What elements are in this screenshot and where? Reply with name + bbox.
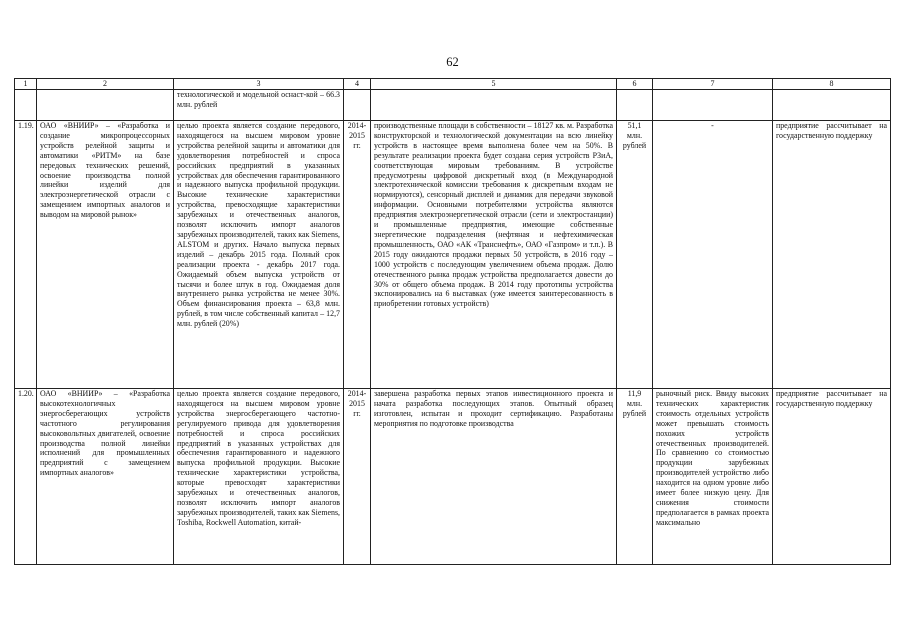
risks-cell: рыночный риск. Ввиду высоких технических характеристик стоимость отдельных устройств может превышать стоимость похожих устройств отечественных производителей. По сравнению со стоимостью продукции зарубежных производителей устройство либо находится на одном уровне либо имеет более низкую цену. Для снижения стоимости предполагается в рамках проекта максимально — [653, 389, 773, 565]
amount-cell: 51,1 млн. рублей — [617, 121, 653, 389]
table-cell — [37, 90, 174, 121]
years-cell: 2014-2015 гг. — [344, 121, 371, 389]
row-number: 1.19. — [15, 121, 37, 389]
column-header: 2 — [37, 79, 174, 90]
years-cell: 2014-2015 гг. — [344, 389, 371, 565]
table-row — [15, 121, 891, 389]
column-header: 8 — [773, 79, 891, 90]
column-header: 5 — [371, 79, 617, 90]
table-cell — [344, 90, 371, 121]
amount-cell: 11,9 млн. рублей — [617, 389, 653, 565]
table-cell — [15, 90, 37, 121]
status-cell: производственные площади в собственности – 18127 кв. м. Разработка конструкторской и технологической документации на всю линейку устройств в настоящее время выполнена более чем на 50%. В результате реализации проекта будет создана серия устройств РЗиА, соответствующая мировым требованиям. В устройстве предусмотрены цифровой дискретный вход (в Международной электротехнической комиссии требования к дискретным входам не нормируются), сенсорный дисплей и динамик для передачи звуковой информации. Основными потребителями устройства являются предприятия электроэнергетической отрасли (сети и электростанции) и промышленные предприятия, имеющие собственные энергетические подразделения (нефтяная и нефтехимическая промышленность, ОАО «АК «Транснефть», ОАО «Газпром» и т.п.). В 2015 году ожидаются продажи первых 50 устройств, в 2016 году – 1000 устройств с последующим увеличением объема продаж. Долю отечественного рынка продаж устройства предполагается довести до 30% от общего объема продаж. В 2014 году прототипы устройства экспонировались на 6 выставках (уже имеется заинтересованность в приобретении готовых устройств) — [371, 121, 617, 389]
row-number: 1.20. — [15, 389, 37, 565]
header-row — [15, 79, 891, 90]
page-number: 62 — [446, 55, 459, 69]
table-cell — [617, 90, 653, 121]
organization-cell: ОАО «ВНИИР» – «Разработка высокотехнологичных энергосберегающих устройств частотного регулирования высоковольтных двигателей, освоение производства полной линейки исполнений для промышленных предприятий с замещением импортных аналогов» — [37, 389, 174, 565]
table-cell — [371, 90, 617, 121]
column-header: 6 — [617, 79, 653, 90]
continuation-row — [15, 90, 891, 121]
measures-cell: предприятие рассчитывает на государственную поддержку — [773, 389, 891, 565]
table-cell — [653, 90, 773, 121]
description-cell: целью проекта является создание передового, находящегося на высшем мировом уровне устройства энергосберегающего частотно-регулируемого привода для удовлетворения потребностей и спроса российских предприятий в указанных устройствах для обеспечения гарантированного и надежного выпуска профильной продукции. Высокие технические характеристики устройства, которые превосходят характеристики зарубежных и отечественных аналогов, позволят исключить импорт аналогов зарубежных производителей, таких как Siemens, Toshiba, Rockwell Automation, китай- — [174, 389, 344, 565]
column-header: 4 — [344, 79, 371, 90]
column-header: 7 — [653, 79, 773, 90]
table-row — [15, 389, 891, 565]
status-cell: завершена разработка первых этапов инвестиционного проекта и начата разработка последующих этапов. Опытный образец изготовлен, испытан и проходит сертификацию. Разработаны мероприятия по подготовке производства — [371, 389, 617, 565]
projects-table — [14, 78, 891, 565]
description-cell: технологической и модельной оснаст-кой – 66.3 млн. рублей — [174, 90, 344, 121]
risks-cell: - — [653, 121, 773, 389]
description-cell: целью проекта является создание передового, находящегося на высшем мировом уровне устройства релейной защиты и автоматики для удовлетворения потребностей и спроса российских предприятий в указанных устройствах для обеспечения гарантированного и надежного выпуска профильной продукции. Высокие технические характеристики устройства, превосходящие характеристики зарубежных и отечественных аналогов, позволят исключить импорт аналогов зарубежных производителей, таких как Siemens, ALSTOM и других. Начало выпуска первых изделий – декабрь 2015 года. Полный срок реализации проекта - декабрь 2017 года. Ожидаемый объем выпуска устройств от тысячи и более штук в год. Ожидаемая доля внутреннего рынка устройства не менее 30%. Объем финансирования проекта – 63,8 млн. рублей, в том числе собственный капитал – 12,7 млн. рублей (20%) — [174, 121, 344, 389]
column-header: 3 — [174, 79, 344, 90]
column-header: 1 — [15, 79, 37, 90]
organization-cell: ОАО «ВНИИР» – «Разработка и создание микропроцессорных устройств релейной защиты и автоматики «РИТМ» на базе передовых технических решений, освоение производства полной линейки изделий для электроэнергетической отрасли с замещением импортных аналогов и выводом на мировой рынок» — [37, 121, 174, 389]
table-cell — [773, 90, 891, 121]
measures-cell: предприятие рассчитывает на государственную поддержку — [773, 121, 891, 389]
